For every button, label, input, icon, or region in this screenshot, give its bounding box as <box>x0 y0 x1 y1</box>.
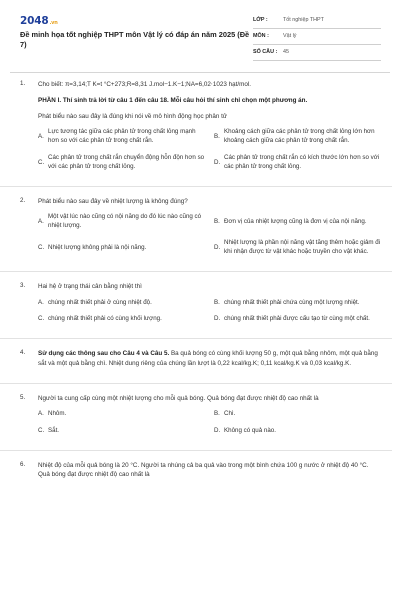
option-letter: A. <box>38 217 44 225</box>
question-divider <box>0 383 392 384</box>
answer-option-d[interactable] <box>214 154 382 172</box>
answer-options <box>38 299 382 325</box>
answer-option-b[interactable] <box>214 410 382 419</box>
option-letter: A. <box>38 132 44 140</box>
option-text: Đơn vị của nhiệt lượng cũng là đơn vị của nội năng. <box>224 217 367 225</box>
option-letter: B. <box>214 132 220 140</box>
option-text: Một vật lúc nào cũng có nội năng do đó lúc nào cũng có nhiệt lượng. <box>48 213 202 230</box>
answer-option-b[interactable] <box>214 299 382 308</box>
answer-option-c[interactable] <box>38 154 206 172</box>
meta-value: Vật lý <box>283 33 297 40</box>
answer-option-b[interactable] <box>214 213 382 231</box>
option-letter: B. <box>214 409 220 417</box>
answer-option-c[interactable] <box>38 427 206 436</box>
question-text: Phát biểu nào sau đây là đúng khi nói về mô hình động học phân tử <box>38 113 228 121</box>
option-text: Nhiệt lượng là phần nội năng vật tăng thêm hoặc giảm đi khi nhận được từ vật khác hoặc truyền cho vật khác. <box>224 239 381 256</box>
question-number: 5. <box>20 393 26 401</box>
question-5 <box>20 394 382 442</box>
answer-option-a[interactable] <box>38 213 206 231</box>
page-title: Đề minh họa tốt nghiệp THPT môn Vật lý có đáp án năm 2025 (Đề 7) <box>20 30 250 49</box>
option-text: Sắt. <box>48 426 60 434</box>
meta-value: 45 <box>283 49 289 56</box>
meta-label: LỚP : <box>253 17 268 24</box>
option-text: chúng nhất thiết phải có cùng khối lượng. <box>48 315 162 323</box>
question-divider <box>0 271 392 272</box>
meta-label: MÔN : <box>253 33 269 40</box>
option-text: chúng nhất thiết phải ở cùng nhiệt độ. <box>48 298 152 306</box>
answer-options <box>38 410 382 436</box>
question-6 <box>20 461 382 486</box>
option-letter: C. <box>38 158 45 166</box>
question-divider <box>0 186 392 187</box>
meta-info <box>253 13 381 61</box>
section-heading: PHẦN I. Thí sinh trả lời từ câu 1 đến câu 18. Mỗi câu hỏi thí sinh chỉ chọn một phương án. <box>38 97 308 105</box>
meta-row-count <box>253 45 381 61</box>
option-letter: D. <box>214 243 221 251</box>
question-list <box>20 80 382 494</box>
answer-option-a[interactable] <box>38 128 206 146</box>
option-text: Khoảng cách giữa các phân tử trong chất lỏng lớn hơn khoảng cách giữa các phân tử trong chất rắn. <box>224 128 375 145</box>
option-letter: D. <box>214 315 221 323</box>
answer-options <box>38 213 382 257</box>
answer-option-a[interactable] <box>38 299 206 308</box>
meta-row-subject <box>253 29 381 45</box>
question-divider <box>0 450 392 451</box>
option-text: Các phân tử trong chất rắn có kích thước lớn hơn so với các phân tử trong chất lỏng. <box>224 154 380 171</box>
option-letter: B. <box>214 298 220 306</box>
option-text: chúng nhất thiết phải được cấu tạo từ cùng một chất. <box>224 315 370 323</box>
question-constants: Cho biết: π=3,14;T K=t °C+273;R=8,31 J.mol−1.K−1;NA=6,02⋅1023 hạt/mol. <box>38 81 252 88</box>
question-bold-prefix: Sử dụng các thông sau cho Câu 4 và Câu 5. <box>38 350 170 358</box>
option-text: Nhôm. <box>48 409 67 417</box>
meta-label: SỐ CÂU : <box>253 49 278 56</box>
question-number: 1. <box>20 80 26 87</box>
option-text: Không có quả nào. <box>224 426 276 434</box>
question-divider <box>0 338 392 339</box>
question-text: Nhiệt độ của mỗi quả bóng là 20 °C. Người ta nhúng cả ba quả vào trong một bình chứa 100 g nước ở nhiệt độ 40 °C. Quả bóng đạt được nhiệt độ cao nhất là <box>38 461 369 478</box>
document-header <box>0 0 400 62</box>
meta-value: Tốt nghiệp THPT <box>283 17 324 24</box>
question-4 <box>20 349 382 374</box>
question-number: 6. <box>20 460 26 468</box>
answer-option-d[interactable] <box>214 239 382 257</box>
answer-option-b[interactable] <box>214 128 382 146</box>
question-text <box>38 349 382 367</box>
option-text: chúng nhất thiết phải chứa cùng một lượng nhiệt. <box>224 298 360 306</box>
option-text: Chì. <box>224 409 236 417</box>
option-text: Nhiệt lượng không phải là nội năng. <box>48 243 147 251</box>
option-letter: A. <box>38 409 44 417</box>
option-letter: D. <box>214 158 221 166</box>
question-3 <box>20 282 382 330</box>
option-letter: C. <box>38 243 45 251</box>
question-number: 2. <box>20 197 26 205</box>
option-letter: D. <box>214 426 221 434</box>
logo-suffix: .vn <box>49 20 58 26</box>
answer-option-c[interactable] <box>38 315 206 324</box>
question-number: 3. <box>20 282 26 290</box>
question-text: Người ta cung cấp cùng một nhiệt lượng cho mỗi quả bóng. Quả bóng đạt được nhiệt độ cao nhất là <box>38 394 319 402</box>
answer-option-c[interactable] <box>38 239 206 257</box>
answer-option-d[interactable] <box>214 427 382 436</box>
question-number: 4. <box>20 349 26 357</box>
site-logo[interactable] <box>20 14 58 29</box>
header-divider <box>10 72 390 73</box>
option-letter: B. <box>214 217 220 225</box>
option-letter: C. <box>38 315 45 323</box>
answer-option-d[interactable] <box>214 315 382 324</box>
option-letter: A. <box>38 298 44 306</box>
question-text: Hai hệ ở trạng thái cân bằng nhiệt thì <box>38 283 142 291</box>
option-letter: C. <box>38 426 45 434</box>
question-rest: Ba quả bóng có cùng khối lượng 50 g, một quả bằng nhôm, một quả bằng sắt và một quả bằng chì. Nhiệt dung riêng của chúng lần lượt là 0,22 kcal/kg.K; 0,11 kcal/kg.K và 0,03 kcal/kg.K. <box>38 350 378 367</box>
question-1 <box>20 80 382 178</box>
option-text: Các phân tử trong chất rắn chuyển động hỗn độn hơn so với các phân tử trong chất lỏng. <box>48 154 205 171</box>
option-text: Lực tương tác giữa các phân tử trong chất lỏng mạnh hơn so với các phân tử trong chất rắn. <box>48 128 196 145</box>
logo-text: 2048 <box>20 15 49 27</box>
question-2 <box>20 197 382 263</box>
question-text: Phát biểu nào sau đây về nhiệt lượng là không đúng? <box>38 198 188 206</box>
answer-option-a[interactable] <box>38 410 206 419</box>
answer-options <box>38 128 382 172</box>
meta-row-class <box>253 13 381 29</box>
